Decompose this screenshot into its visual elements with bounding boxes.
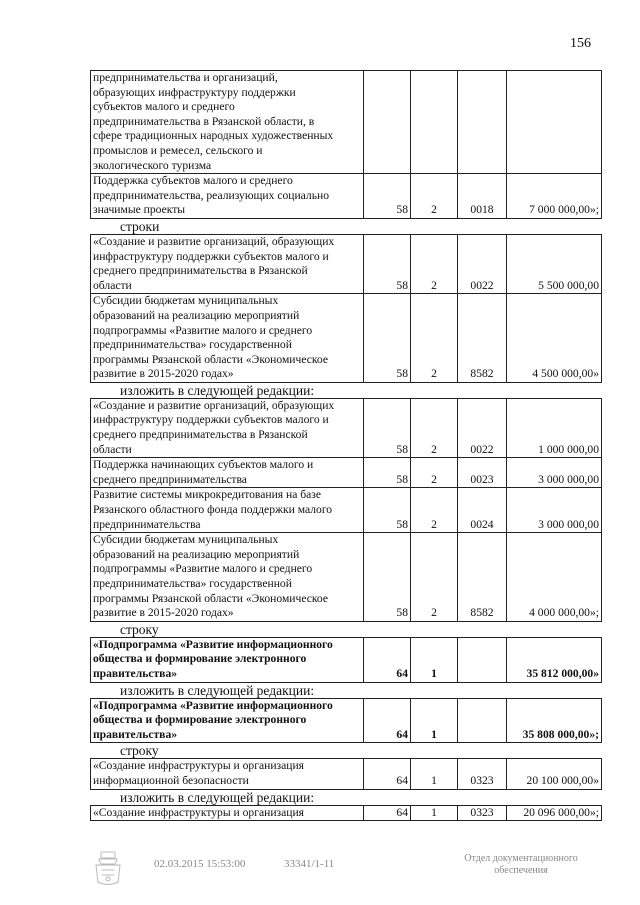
row-section-code: 58 [364, 488, 411, 533]
row-subsection-code: 2 [411, 294, 458, 383]
row-subsection-code: 2 [411, 458, 458, 488]
row-section-code: 58 [364, 398, 411, 457]
budget-table [90, 70, 602, 219]
row-subsection-code: 2 [411, 234, 458, 293]
row-subsection-code: 1 [411, 805, 458, 821]
registration-datetime: 02.03.2015 15:53:00 [154, 858, 246, 870]
section-caption: строки [120, 218, 160, 234]
table-row [91, 458, 602, 488]
table-row [91, 398, 602, 457]
row-target-code [458, 637, 507, 682]
table-row [91, 759, 602, 789]
coat-of-arms-emblem-icon [88, 850, 128, 888]
row-section-code: 64 [364, 759, 411, 789]
row-section-code: 58 [364, 174, 411, 219]
row-amount: 7 000 000,00»; [507, 174, 602, 219]
row-section-code: 64 [364, 698, 411, 743]
table-row [91, 488, 602, 533]
registration-code: 33341/1-11 [284, 858, 335, 870]
budget-table [90, 234, 602, 383]
document-body [90, 70, 602, 821]
budget-table [90, 698, 602, 744]
section-caption: строку [120, 621, 159, 637]
budget-table [90, 758, 602, 789]
row-target-code: 0323 [458, 805, 507, 821]
table-row [91, 805, 602, 821]
row-amount: 4 500 000,00» [507, 294, 602, 383]
row-amount: 4 000 000,00»; [507, 533, 602, 622]
row-subsection-code: 1 [411, 637, 458, 682]
section-caption: изложить в следующей редакции: [120, 682, 315, 698]
row-description: Субсидии бюджетам муниципальных образований на реализацию мероприятий подпрограммы «Развитие малого и среднего предпринимательства» государственной программы Рязанской области «Экономическое развитие в 2015-2020 годах» [91, 533, 364, 622]
row-subsection-code: 2 [411, 398, 458, 457]
row-target-code: 0022 [458, 398, 507, 457]
table-row [91, 234, 602, 293]
row-target-code: 0018 [458, 174, 507, 219]
row-amount: 35 812 000,00» [507, 637, 602, 682]
row-description: Развитие системы микрокредитования на базе Рязанского областного фонда поддержки малого предпринимательства [91, 488, 364, 533]
registration-footer [80, 850, 620, 890]
row-amount: 5 500 000,00 [507, 234, 602, 293]
page-number: 156 [570, 36, 591, 51]
row-section-code: 64 [364, 637, 411, 682]
row-amount: 1 000 000,00 [507, 398, 602, 457]
row-amount: 35 808 000,00»; [507, 698, 602, 743]
section-caption: изложить в следующей редакции: [120, 789, 315, 805]
row-subsection-code: 2 [411, 533, 458, 622]
row-description: «Создание инфраструктуры и организация [91, 805, 364, 821]
row-description: «Подпрограмма «Развитие информационного общества и формирование электронного правительства» [91, 637, 364, 682]
section-caption: строку [120, 743, 159, 759]
table-row [91, 637, 602, 682]
table-row [91, 71, 602, 174]
row-amount: 3 000 000,00 [507, 488, 602, 533]
row-section-code [364, 71, 411, 174]
row-amount: 3 000 000,00 [507, 458, 602, 488]
row-subsection-code: 1 [411, 698, 458, 743]
row-target-code [458, 71, 507, 174]
row-amount [507, 71, 602, 174]
budget-table [90, 398, 602, 622]
table-row [91, 533, 602, 622]
row-section-code: 58 [364, 533, 411, 622]
row-target-code: 0023 [458, 458, 507, 488]
row-subsection-code: 1 [411, 759, 458, 789]
row-description: Поддержка субъектов малого и среднего предпринимательства, реализующих социально значимые проекты [91, 174, 364, 219]
budget-table [90, 637, 602, 683]
row-subsection-code: 2 [411, 174, 458, 219]
row-section-code: 64 [364, 805, 411, 821]
budget-table [90, 805, 602, 822]
row-section-code: 58 [364, 458, 411, 488]
row-description: Поддержка начинающих субъектов малого и среднего предпринимательства [91, 458, 364, 488]
row-description: «Создание и развитие организаций, образующих инфраструктуру поддержки субъектов малого и среднего предпринимательства в Рязанской области [91, 234, 364, 293]
department-stamp: Отдел документационного обеспечения [464, 853, 578, 876]
row-target-code: 8582 [458, 294, 507, 383]
row-description: Субсидии бюджетам муниципальных образований на реализацию мероприятий подпрограммы «Развитие малого и среднего предпринимательства» государственной программы Рязанской области «Экономическое развитие в 2015-2020 годах» [91, 294, 364, 383]
table-row [91, 698, 602, 743]
row-subsection-code [411, 71, 458, 174]
row-amount: 20 096 000,00»; [507, 805, 602, 821]
table-row [91, 294, 602, 383]
row-target-code: 0022 [458, 234, 507, 293]
row-target-code: 0323 [458, 759, 507, 789]
row-subsection-code: 2 [411, 488, 458, 533]
section-caption: изложить в следующей редакции: [120, 382, 315, 398]
row-section-code: 58 [364, 294, 411, 383]
row-description: предпринимательства и организаций, образующих инфраструктуру поддержки субъектов малого и среднего предпринимательства в Рязанской области, в сфере традиционных народных художественных промыслов и ремесел, сельского и экологического туризма [91, 71, 364, 174]
row-section-code: 58 [364, 234, 411, 293]
row-description: «Создание инфраструктуры и организация информационной безопасности [91, 759, 364, 789]
row-target-code [458, 698, 507, 743]
row-target-code: 0024 [458, 488, 507, 533]
row-description: «Создание и развитие организаций, образующих инфраструктуру поддержки субъектов малого и среднего предпринимательства в Рязанской области [91, 398, 364, 457]
row-description: «Подпрограмма «Развитие информационного общества и формирование электронного правительства» [91, 698, 364, 743]
row-target-code: 8582 [458, 533, 507, 622]
row-amount: 20 100 000,00» [507, 759, 602, 789]
table-row [91, 174, 602, 219]
